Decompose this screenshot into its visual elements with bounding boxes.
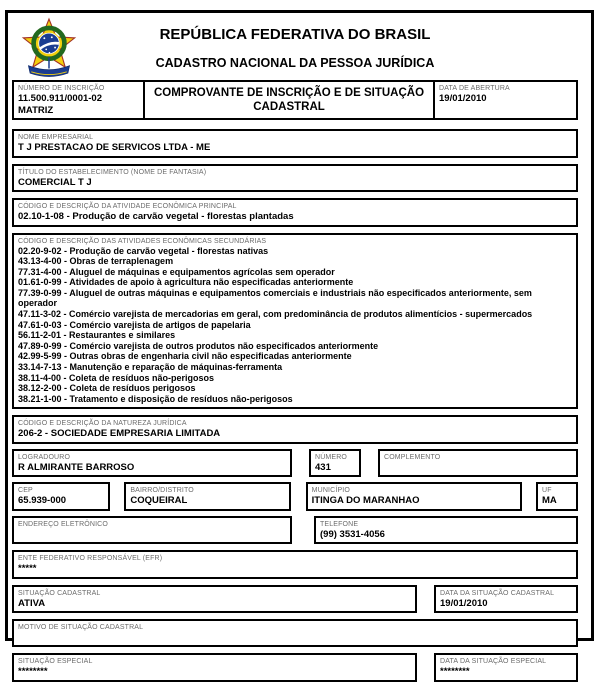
field-situacao-especial [12,653,417,682]
field-complemento [378,449,578,478]
cep-label: CEP [18,487,33,495]
secondary-activity-item: 38.11-4-00 - Coleta de resíduos não-perigosos [18,372,215,383]
secondary-activity-item: 47.61-0-03 - Comércio varejista de artigos de papelaria [18,319,251,330]
field-municipio [306,482,522,511]
field-telefone [314,516,578,545]
field-natureza-juridica [12,415,578,444]
field-data-situacao-especial [434,653,578,682]
secondary-activity-item: 47.11-3-02 - Comércio varejista de mercadorias em geral, com predominância de produtos alimentícios - supermercados [18,309,533,320]
field-atividade-principal [12,198,578,227]
field-situacao-cadastral [12,585,417,614]
endereco-eletronico-label: ENDEREÇO ELETRÔNICO [18,520,108,528]
complemento-label: COMPLEMENTO [384,453,441,461]
secondary-activity-item: 47.89-0-99 - Comércio varejista de outros produtos não especificados anteriormente [18,340,379,351]
data-situacao-cadastral-value: 19/01/2010 [440,597,488,609]
field-data-abertura [435,80,578,120]
logradouro-label: LOGRADOURO [18,453,71,461]
field-logradouro [12,449,292,478]
situacao-especial-row [12,653,578,682]
atividade-principal-label: CÓDIGO E DESCRIÇÃO DA ATIVIDADE ECONÔMICA PRINCIPAL [18,203,237,210]
natureza-juridica-value: 206-2 - SOCIEDADE EMPRESARIA LIMITADA [18,428,221,440]
telefone-value: (99) 3531-4056 [320,528,385,540]
uf-label: UF [541,487,552,495]
bairro-distrito-value: COQUEIRAL [130,495,188,507]
field-cep [12,482,110,511]
municipio-value: ITINGA DO MARANHAO [311,495,420,507]
data-situacao-especial-value: ******** [440,666,470,678]
endereco-eletronico-value [18,529,286,540]
numero-label: NÚMERO [315,453,348,461]
document-title: COMPROVANTE DE INSCRIÇÃO E DE SITUAÇÃO CADASTRAL [145,80,435,120]
republic-title: REPÚBLICA FEDERATIVA DO BRASIL [159,26,431,43]
field-atividades-secundarias [12,233,578,410]
field-titulo-estabelecimento [12,164,578,193]
nome-empresarial-value: T J PRESTACAO DE SERVICOS LTDA - ME [18,142,211,153]
field-uf [536,482,578,511]
efr-label: ENTE FEDERATIVO RESPONSÁVEL (EFR) [18,555,163,563]
secondary-activity-item: 01.61-0-99 - Atividades de apoio à agricultura não especificadas anteriormente [18,277,354,288]
secondary-activity-item: 02.20-9-02 - Produção de carvão vegetal - florestas nativas [18,245,269,256]
numero-inscricao-label: NÚMERO DE INSCRIÇÃO [18,85,105,92]
titulo-estabelecimento-label: TÍTULO DO ESTABELECIMENTO (NOME DE FANTASIA) [18,168,207,176]
natureza-juridica-label: CÓDIGO E DESCRIÇÃO DA NATUREZA JURÍDICA [18,420,187,428]
situacao-row [12,585,578,614]
address-row-1 [12,449,578,478]
data-situacao-especial-label: DATA DA SITUAÇÃO ESPECIAL [440,658,547,666]
field-bairro-distrito [124,482,291,511]
uf-value: MA [541,495,557,507]
motivo-situacao-value [18,632,572,643]
top-identification-table [12,80,578,120]
field-nome-empresarial [12,129,578,158]
atividade-principal-value: 02.10-1-08 - Produção de carvão vegetal - florestas plantadas [18,211,294,222]
secondary-activity-item: 38.21-1-00 - Tratamento e disposição de resíduos não-perigosos [18,393,293,404]
numero-inscricao-tipo: MATRIZ [18,104,54,116]
field-numero [309,449,361,478]
field-motivo-situacao [12,619,578,647]
situacao-cadastral-value: ATIVA [18,597,46,609]
address-row-2 [12,482,578,511]
telefone-label: TELEFONE [320,520,359,528]
situacao-especial-label: SITUAÇÃO ESPECIAL [18,658,93,666]
secondary-activity-item: 43.13-4-00 - Obras de terraplenagem [18,256,174,267]
field-data-situacao-cadastral [434,585,578,614]
bairro-distrito-label: BAIRRO/DISTRITO [130,487,194,495]
secondary-activity-item: 77.31-4-00 - Aluguel de máquinas e equipamentos agrícolas sem operador [18,266,335,277]
cep-value: 65.939-000 [18,495,67,507]
situacao-especial-value: ******** [18,666,48,678]
secondary-activity-item: 42.99-5-99 - Outras obras de engenharia civil não especificadas anteriormente [18,351,352,362]
data-situacao-cadastral-label: DATA DA SITUAÇÃO CADASTRAL [440,589,555,597]
registry-title: CADASTRO NACIONAL DA PESSOA JURÍDICA [155,56,435,70]
secondary-activity-item: 38.12-2-00 - Coleta de resíduos perigosos [18,383,196,394]
efr-value: ***** [18,563,37,575]
numero-inscricao-value: 11.500.911/0001-02 [18,93,103,104]
field-endereco-eletronico [12,516,292,545]
logradouro-value: R ALMIRANTE BARROSO [18,461,135,473]
contact-row [12,516,578,545]
secondary-activity-item: 56.11-2-01 - Restaurantes e similares [18,330,176,341]
atividades-secundarias-label: CÓDIGO E DESCRIÇÃO DAS ATIVIDADES ECONÔMICAS SECUNDÁRIAS [18,237,267,245]
motivo-situacao-label: MOTIVO DE SITUAÇÃO CADASTRAL [18,624,144,632]
data-abertura-value: 19/01/2010 [439,93,487,104]
secondary-activity-item: 33.14-7-13 - Manutenção e reparação de máquinas-ferramenta [18,362,283,373]
secondary-activity-item: 77.39-0-99 - Aluguel de outras máquinas e equipamentos comerciais e industriais não especificados anteriormente, sem operador [18,287,532,309]
municipio-label: MUNICÍPIO [311,487,350,495]
cnpj-certificate-document [5,10,594,678]
field-numero-inscricao [12,80,145,120]
titulo-estabelecimento-value: COMERCIAL T J [18,176,92,188]
numero-value: 431 [315,461,331,473]
brazil-coat-of-arms-icon [21,18,77,83]
nome-empresarial-label: NOME EMPRESARIAL [18,134,94,141]
field-efr [12,550,578,579]
data-abertura-label: DATA DE ABERTURA [439,85,510,92]
document-header [12,15,578,77]
complemento-value [384,462,572,473]
situacao-cadastral-label: SITUAÇÃO CADASTRAL [18,589,101,597]
